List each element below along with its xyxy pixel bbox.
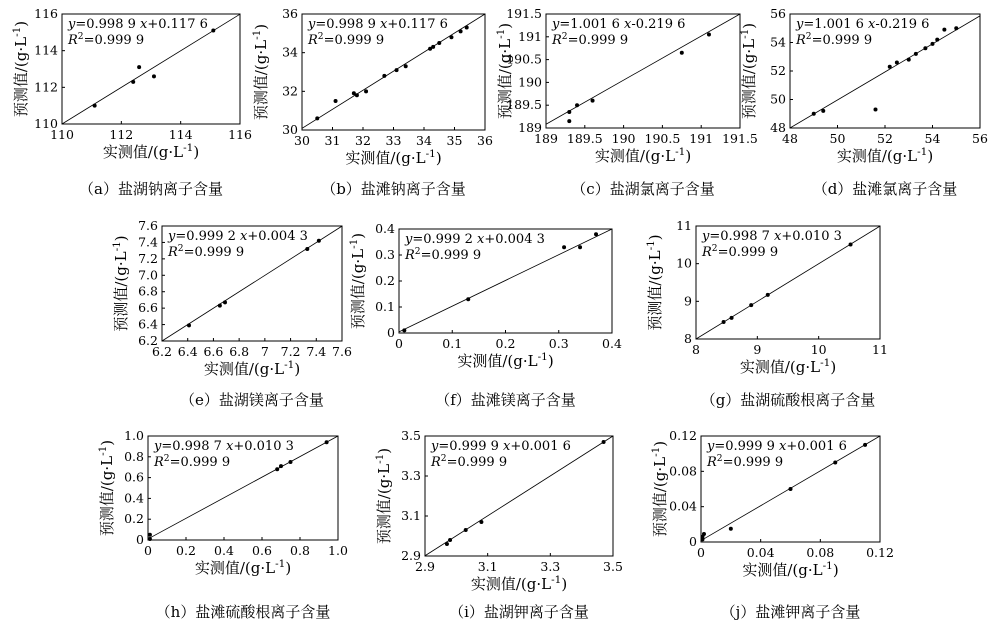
y-tick-label: 0.12 bbox=[669, 428, 697, 443]
y-tick-label: 116 bbox=[34, 6, 58, 21]
x-tick-label: 190 bbox=[611, 131, 636, 146]
y-axis-label: 预测值$/(g\cdot L^{-1})$ bbox=[739, 22, 758, 120]
panel-caption: （j）盐滩钾离子含量 bbox=[720, 603, 861, 621]
data-point bbox=[942, 28, 946, 32]
x-tick-label: 11 bbox=[872, 342, 888, 357]
y-tick-label: 189.5 bbox=[506, 97, 542, 113]
y-tick-label: 114 bbox=[34, 42, 58, 58]
data-point bbox=[466, 297, 470, 301]
chart-panel-e bbox=[111, 218, 352, 409]
data-point bbox=[148, 533, 152, 537]
y-axis-label: 预测值$/(g\cdot L^{-1})$ bbox=[645, 234, 664, 331]
x-tick-label: 2.9 bbox=[415, 559, 435, 574]
panel-caption: （d）盐滩氯离子含量 bbox=[812, 180, 958, 198]
y-tick-label: 30 bbox=[282, 122, 298, 137]
x-tick-label: 7.2 bbox=[280, 344, 301, 359]
x-axis-label: 实测值$/(g\cdot L^{-1})$ bbox=[203, 359, 301, 378]
x-axis-label: 实测值$/(g\cdot L^{-1})$ bbox=[836, 146, 934, 165]
r-squared-label: $R^2=0.999$ 9 bbox=[431, 454, 508, 470]
data-point bbox=[364, 89, 368, 93]
x-tick-label: 191 bbox=[689, 131, 714, 146]
y-tick-label: 6.8 bbox=[138, 283, 158, 299]
data-point bbox=[931, 42, 935, 46]
x-tick-label: 191.5 bbox=[722, 131, 758, 146]
panel-caption: （b）盐滩钠离子含量 bbox=[321, 180, 466, 198]
r-squared-label: $R^2=0.999$ 9 bbox=[154, 454, 231, 470]
data-point bbox=[567, 119, 571, 123]
data-point bbox=[863, 443, 867, 447]
panel-caption: （a）盐湖钠离子含量 bbox=[79, 180, 223, 198]
data-point bbox=[325, 440, 329, 444]
x-tick-label: 0.2 bbox=[176, 543, 196, 558]
data-point bbox=[289, 460, 293, 464]
chart-panel-j bbox=[650, 428, 894, 621]
y-tick-label: 0.6 bbox=[124, 469, 144, 485]
y-tick-label: 0.04 bbox=[669, 498, 697, 514]
data-point bbox=[749, 303, 753, 307]
data-point bbox=[211, 29, 215, 33]
data-point bbox=[404, 64, 408, 68]
y-tick-label: 0 bbox=[387, 325, 395, 340]
fit-equation: y=0.998 9 x+0.117 6 bbox=[308, 17, 448, 32]
data-point bbox=[218, 304, 222, 308]
data-point bbox=[766, 293, 770, 297]
data-point bbox=[275, 467, 279, 471]
x-tick-label: 0 bbox=[697, 545, 705, 560]
fit-equation: y=0.999 9 x+0.001 6 bbox=[431, 439, 571, 454]
y-tick-label: 1.0 bbox=[124, 428, 144, 443]
fit-equation: y=0.998 7 x+0.010 3 bbox=[154, 439, 294, 454]
x-tick-label: 0 bbox=[395, 336, 403, 351]
x-tick-label: 0.1 bbox=[442, 336, 463, 351]
r-squared-label: $R^2=0.999$ 9 bbox=[68, 32, 145, 48]
data-point bbox=[954, 26, 958, 30]
data-point bbox=[812, 112, 816, 116]
data-point bbox=[395, 68, 399, 72]
chart-panel-d bbox=[739, 6, 988, 198]
y-tick-label: 189 bbox=[518, 120, 542, 135]
y-tick-label: 0.2 bbox=[124, 511, 144, 527]
y-tick-label: 0.1 bbox=[375, 299, 395, 314]
data-point bbox=[575, 103, 579, 107]
x-tick-label: 6.6 bbox=[203, 344, 224, 359]
x-axis-label: 实测值$/(g\cdot L^{-1})$ bbox=[102, 142, 200, 161]
x-tick-label: 33 bbox=[385, 133, 402, 148]
panel-caption: （h）盐滩硫酸根离子含量 bbox=[155, 603, 331, 621]
y-tick-label: 6.6 bbox=[138, 300, 158, 316]
y-tick-label: 50 bbox=[770, 91, 786, 107]
y-tick-label: 191 bbox=[518, 28, 542, 44]
y-tick-label: 0.8 bbox=[124, 448, 144, 464]
r-squared-label: $R^2=0.999$ 9 bbox=[552, 32, 629, 48]
r-squared-label: $R^2=0.999$ 9 bbox=[308, 32, 385, 48]
fit-equation: y=0.999 2 x+0.004 3 bbox=[405, 232, 545, 247]
y-tick-label: 191.5 bbox=[506, 6, 542, 21]
data-point bbox=[578, 245, 582, 249]
data-point bbox=[131, 80, 135, 84]
y-axis-label: 预测值$/(g\cdot L^{-1})$ bbox=[111, 235, 130, 332]
y-tick-label: 7.0 bbox=[138, 267, 158, 283]
data-point bbox=[449, 35, 453, 39]
chart-panel-i bbox=[374, 428, 623, 621]
data-point bbox=[445, 542, 449, 546]
x-axis-label: 实测值$/(g\cdot L^{-1})$ bbox=[739, 357, 837, 376]
y-tick-label: 0 bbox=[136, 532, 144, 547]
data-point bbox=[895, 60, 899, 64]
data-point bbox=[594, 232, 598, 236]
y-tick-label: 48 bbox=[770, 120, 786, 135]
data-point bbox=[93, 104, 97, 108]
x-tick-label: 36 bbox=[477, 133, 493, 148]
x-tick-label: 0.4 bbox=[602, 336, 622, 351]
r-squared-label: $R^2=0.999$ 9 bbox=[707, 454, 784, 470]
x-tick-label: 0 bbox=[144, 543, 152, 558]
fit-equation: y=0.999 2 x+0.004 3 bbox=[168, 229, 308, 244]
x-tick-label: 116 bbox=[228, 127, 252, 142]
data-point bbox=[187, 323, 191, 327]
data-point bbox=[562, 245, 566, 249]
y-tick-label: 6.2 bbox=[138, 333, 158, 348]
data-point bbox=[888, 65, 892, 69]
y-tick-label: 32 bbox=[282, 83, 298, 99]
y-tick-label: 3.5 bbox=[401, 428, 421, 443]
x-tick-label: 3.3 bbox=[540, 559, 561, 574]
data-point bbox=[935, 38, 939, 42]
x-tick-label: 0.2 bbox=[495, 336, 516, 351]
y-tick-label: 2.9 bbox=[401, 548, 421, 563]
data-point bbox=[431, 45, 435, 49]
x-tick-label: 3.5 bbox=[603, 559, 623, 574]
y-tick-label: 52 bbox=[770, 63, 786, 78]
x-tick-label: 48 bbox=[782, 131, 798, 146]
data-point bbox=[722, 320, 726, 324]
x-tick-label: 0.12 bbox=[866, 545, 894, 560]
x-axis-label: 实测值$/(g\cdot L^{-1})$ bbox=[194, 558, 292, 577]
fit-equation: y=1.001 6 x-0.219 6 bbox=[552, 17, 686, 32]
y-tick-label: 11 bbox=[676, 218, 692, 233]
r-squared-label: $R^2=0.999$ 9 bbox=[405, 247, 482, 263]
data-point bbox=[137, 65, 141, 69]
y-axis-label: 预测值$/(g\cdot L^{-1})$ bbox=[11, 20, 30, 118]
data-point bbox=[591, 99, 595, 103]
data-point bbox=[464, 528, 468, 532]
fit-equation: y=0.998 7 x+0.010 3 bbox=[702, 229, 842, 244]
x-tick-label: 8 bbox=[692, 342, 700, 357]
x-axis-label: 实测值$/(g\cdot L^{-1})$ bbox=[345, 148, 442, 167]
y-tick-label: 190.5 bbox=[506, 51, 542, 67]
x-tick-label: 0.6 bbox=[252, 543, 272, 558]
data-point bbox=[479, 520, 483, 524]
fit-equation: y=0.998 9 x+0.117 6 bbox=[68, 17, 208, 32]
data-point bbox=[437, 41, 441, 45]
y-tick-label: 0.4 bbox=[124, 490, 144, 506]
y-axis-label: 预测值$/(g\cdot L^{-1})$ bbox=[374, 447, 393, 545]
y-tick-label: 7.6 bbox=[138, 218, 158, 233]
y-tick-label: 10 bbox=[676, 255, 692, 271]
y-axis-label: 预测值$/(g\cdot L^{-1})$ bbox=[348, 232, 367, 330]
x-axis-label: 实测值$/(g\cdot L^{-1})$ bbox=[470, 574, 568, 593]
fit-equation: y=0.999 9 x+0.001 6 bbox=[707, 439, 847, 454]
data-point bbox=[355, 93, 359, 97]
x-tick-label: 110 bbox=[50, 127, 74, 142]
x-tick-label: 3.1 bbox=[477, 559, 498, 574]
data-point bbox=[567, 110, 571, 114]
y-tick-label: 7.4 bbox=[138, 234, 158, 250]
x-tick-label: 50 bbox=[829, 131, 846, 146]
chart-panel-h bbox=[97, 428, 348, 621]
chart-panel-g bbox=[645, 218, 888, 409]
data-point bbox=[465, 26, 469, 30]
chart-panel-f bbox=[348, 221, 622, 409]
y-tick-label: 3.3 bbox=[401, 468, 421, 483]
x-axis-label: 实测值$/(g\cdot L^{-1})$ bbox=[594, 146, 692, 165]
x-tick-label: 56 bbox=[972, 131, 988, 146]
data-point bbox=[602, 440, 606, 444]
y-tick-label: 0.3 bbox=[375, 247, 395, 262]
data-point bbox=[821, 109, 825, 113]
x-tick-label: 7.4 bbox=[306, 344, 327, 359]
x-tick-label: 31 bbox=[324, 133, 341, 148]
x-tick-label: 6.4 bbox=[177, 344, 198, 359]
panel-caption: （i）盐湖钾离子含量 bbox=[449, 603, 589, 621]
x-tick-label: 1.0 bbox=[328, 543, 348, 558]
data-point bbox=[680, 51, 684, 55]
fit-equation: y=1.001 6 x-0.219 6 bbox=[796, 17, 930, 32]
y-tick-label: 112 bbox=[34, 79, 58, 95]
y-tick-label: 56 bbox=[770, 6, 786, 21]
panel-caption: （c）盐湖氯离子含量 bbox=[571, 180, 715, 198]
data-point bbox=[334, 99, 338, 103]
x-tick-label: 0.08 bbox=[806, 545, 835, 560]
data-point bbox=[914, 52, 918, 56]
data-point bbox=[279, 464, 283, 468]
y-tick-label: 34 bbox=[282, 44, 298, 60]
x-tick-label: 0.4 bbox=[214, 543, 234, 558]
chart-panel-c bbox=[495, 6, 758, 198]
data-point bbox=[315, 116, 319, 120]
data-point bbox=[152, 74, 156, 78]
y-tick-label: 6.4 bbox=[138, 316, 158, 332]
x-tick-label: 114 bbox=[168, 127, 193, 142]
x-tick-label: 189.5 bbox=[566, 131, 603, 146]
chart-panel-b bbox=[251, 6, 493, 198]
data-point bbox=[223, 300, 227, 304]
r-squared-label: $R^2=0.999$ 9 bbox=[168, 244, 245, 260]
x-tick-label: 34 bbox=[416, 133, 432, 148]
x-tick-label: 6.8 bbox=[229, 344, 250, 359]
x-tick-label: 9 bbox=[753, 342, 762, 357]
y-tick-label: 0.08 bbox=[669, 463, 697, 479]
x-tick-label: 189 bbox=[534, 131, 558, 146]
x-tick-label: 190.5 bbox=[644, 131, 681, 146]
x-tick-label: 30 bbox=[294, 133, 310, 148]
x-tick-label: 6.2 bbox=[152, 344, 172, 359]
data-point bbox=[907, 58, 911, 62]
data-point bbox=[874, 107, 878, 111]
panel-caption: （f）盐滩镁离子含量 bbox=[435, 391, 576, 409]
chart-panel-a bbox=[11, 6, 252, 198]
y-tick-label: 0.4 bbox=[375, 221, 395, 236]
data-point bbox=[382, 74, 386, 78]
y-tick-label: 0 bbox=[689, 534, 697, 549]
data-point bbox=[448, 538, 452, 542]
x-tick-label: 7 bbox=[260, 344, 269, 359]
data-point bbox=[402, 328, 406, 332]
x-axis-label: 实测值$/(g\cdot L^{-1})$ bbox=[457, 351, 554, 370]
r-squared-label: $R^2=0.999$ 9 bbox=[702, 244, 779, 260]
panel-caption: （e）盐湖镁离子含量 bbox=[180, 391, 324, 409]
x-tick-label: 54 bbox=[924, 131, 941, 146]
y-tick-label: 8 bbox=[684, 331, 692, 346]
data-point bbox=[707, 33, 711, 37]
data-point bbox=[789, 487, 793, 491]
y-tick-label: 0.2 bbox=[375, 273, 395, 288]
data-point bbox=[833, 461, 837, 465]
y-tick-label: 110 bbox=[34, 116, 58, 131]
x-tick-label: 35 bbox=[446, 133, 463, 148]
data-point bbox=[923, 46, 927, 50]
x-tick-label: 0.8 bbox=[290, 543, 310, 558]
y-axis-label: 预测值$/(g\cdot L^{-1})$ bbox=[495, 22, 514, 120]
data-point bbox=[730, 316, 734, 320]
x-tick-label: 112 bbox=[109, 127, 134, 142]
data-point bbox=[305, 247, 309, 251]
y-axis-label: 预测值$/(g\cdot L^{-1})$ bbox=[650, 440, 669, 538]
x-axis-label: 实测值$/(g\cdot L^{-1})$ bbox=[742, 560, 839, 579]
data-point bbox=[849, 242, 853, 246]
x-tick-label: 7.6 bbox=[332, 344, 352, 359]
data-point bbox=[317, 239, 321, 243]
data-point bbox=[729, 527, 733, 531]
panel-caption: （g）盐湖硫酸根离子含量 bbox=[700, 391, 876, 409]
x-tick-label: 10 bbox=[810, 342, 827, 357]
y-tick-label: 190 bbox=[518, 74, 542, 90]
x-tick-label: 0.04 bbox=[746, 545, 775, 560]
y-axis-label: 预测值$/(g\cdot L^{-1})$ bbox=[251, 23, 270, 121]
y-axis-label: 预测值$/(g\cdot L^{-1})$ bbox=[97, 439, 116, 537]
y-tick-label: 36 bbox=[282, 6, 298, 21]
data-point bbox=[702, 532, 706, 536]
y-tick-label: 7.2 bbox=[138, 250, 158, 266]
data-point bbox=[459, 29, 463, 33]
y-tick-label: 9 bbox=[684, 293, 692, 309]
y-tick-label: 3.1 bbox=[401, 508, 421, 523]
x-tick-label: 32 bbox=[355, 133, 371, 148]
x-tick-label: 52 bbox=[877, 131, 893, 146]
y-tick-label: 54 bbox=[770, 34, 786, 50]
x-tick-label: 0.3 bbox=[548, 336, 569, 351]
r-squared-label: $R^2=0.999$ 9 bbox=[796, 32, 873, 48]
